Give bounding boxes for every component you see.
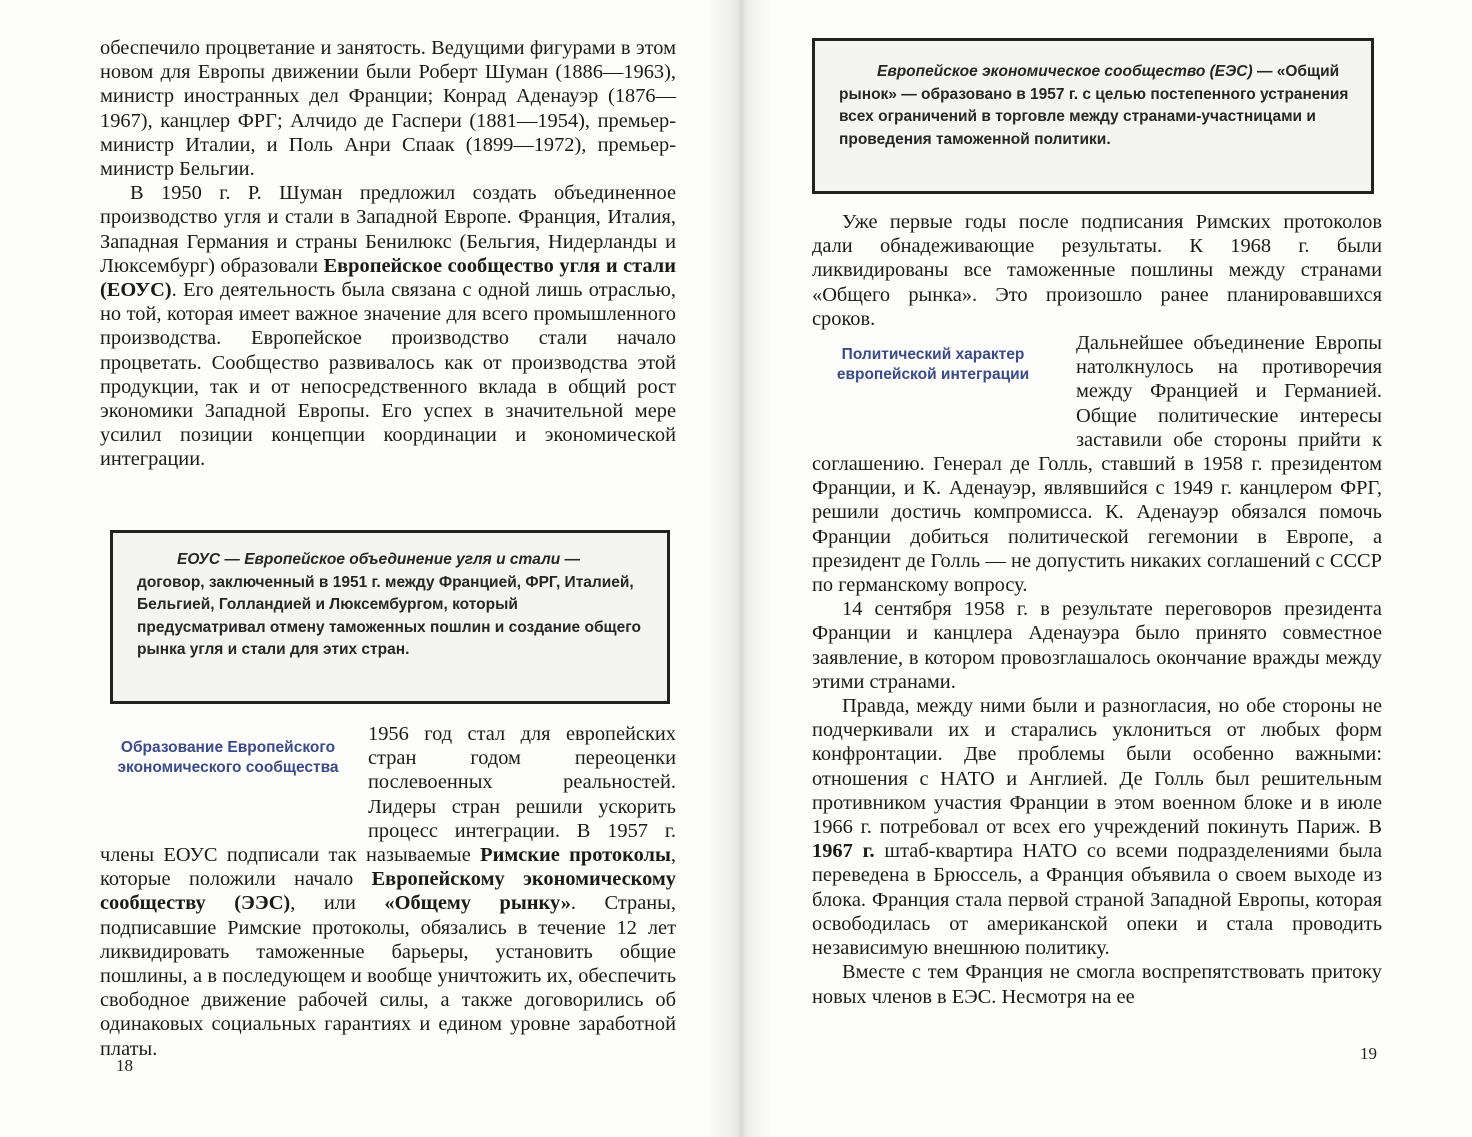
ecsc-definition-box: ЕОУС — Европейское объединение угля и стали — договор, заключенный в 1951 г. между Францией, ФРГ, Италией, Бельгией, Голландией и Люксембургом, который предусматривал отмену таможенных пошлин и создание общего рынка угля и стали для этих стран. bbox=[110, 530, 670, 704]
political-sidehead-wrap bbox=[812, 331, 1076, 439]
term-ecsc: Европейское сообщество угля и стали (ЕОУС) bbox=[100, 254, 676, 302]
term-eec: Европейскому экономическому сообществу (ЭЭС) bbox=[100, 868, 676, 915]
eec-formation-sidehead-wrap bbox=[100, 722, 368, 834]
term-rome-treaties: Римские протоколы bbox=[480, 844, 671, 867]
book-gutter bbox=[708, 0, 772, 1137]
right-paragraph-5: Вместе с тем Франция не смогла воспрепятствовать притоку новых членов в ЕЭС. Несмотря на ее bbox=[812, 961, 1382, 1008]
left-page bbox=[100, 0, 676, 1137]
term-common-market: «Общему рынку» bbox=[384, 892, 571, 915]
eec-formation-sidehead: Образование Европейского экономического сообщества bbox=[117, 739, 339, 776]
right-page bbox=[812, 0, 1382, 1137]
eec-definition-box: Европейское экономическое сообщество (ЕЭС) — «Общий рынок» — образовано в 1957 г. с целью постепенного устранения всех ограничений в торговле между странами-участницами и проведения таможенной политики. bbox=[812, 38, 1374, 194]
right-paragraph-4: Правда, между ними были и разногласия, но обе стороны не подчеркивали их и старались уклониться от любых форм конфронтации. Две проблемы были особенно важными: отношения с НАТО и Англией. Де Голль был решительным противником участия Франции в этом военном блоке и в июле 1966 г. потребовал от всех его учреждений покинуть Париж. В 1967 г. штаб-квартира НАТО со всеми подразделениями была переведена в Брюссель, а Франция объявила о своем выходе из блока. Франция стала первой страной Западной Европы, которая освободилась от американской опеки и стала проводить независимую внешнюю политику. bbox=[812, 695, 1382, 960]
left-paragraph-2: В 1950 г. Р. Шуман предложил создать объединенное производство угля и стали в Западной Европе. Франция, Италия, Западная Германия и страны Бенилюкс (Бельгия, Нидерланды и Люксембург) образовали Европейское сообщество угля и стали (ЕОУС). Его деятельность была связана с одной лишь отраслью, но той, которая имеет важное значение для всего промышленного производства. Европейское производство стали начало процветать. Сообщество развивалось как от производства этой продукции, так и от непосредственного вклада в общий рост экономики Западной Европы. Его успех в значительной мере усилил позиции концепции координации и экономической интеграции. bbox=[100, 182, 676, 471]
term-1967: 1967 г. bbox=[812, 840, 875, 863]
right-paragraph-2: Дальнейшее объединение Европы натолкнулось на противоречия между Францией и Германией. Общие политические интересы заставили обе стороны прийти к соглашению. Генерал де Голль, ставший в 1958 г. президентом Франции, и К. Аденауэр, являвшийся с 1949 г. канцлером ФРГ, решили достичь компромисса. К. Аденауэр обязался помочь Франции добиться политической гегемонии в Европе, а президент де Голль — не допустить никаких соглашений с СССР по германскому вопросу. bbox=[812, 332, 1382, 597]
left-paragraph-1: обеспечило процветание и занятость. Ведущими фигурами в этом новом для Европы движении были Роберт Шуман (1886—1963), министр иностранных дел Франции; Конрад Аденауэр (1876—1967), канцлер ФРГ; Алчидо де Гаспери (1881—1954), премьер-министр Италии, и Поль Анри Спаак (1899—1972), премьер-министр Бельгии. bbox=[100, 37, 676, 181]
left-bottom-text bbox=[100, 722, 676, 1061]
political-integration-sidehead: Политический характер европейской интеграции bbox=[836, 346, 1030, 384]
right-text bbox=[812, 210, 1382, 1009]
right-paragraph-3: 14 сентября 1958 г. в результате переговоров президента Франции и канцлера Аденауэра было принято совместное заявление, в котором провозглашалось окончание вражды между этими странами. bbox=[812, 598, 1382, 693]
left-paragraph-3: 1956 год стал для европейских стран годом переоценки послевоенных реальностей. Лидеры стран решили ускорить процесс интеграции. В 1957 г. члены ЕОУС подписали так называемые Римские протоколы, которые положили начало Европейскому экономическому сообществу (ЭЭС), или «Общему рынку». Страны, подписавшие Римские протоколы, обязались в течение 12 лет ликвидировать таможенные барьеры, установить общие пошлины, а в последующем и вообще уничтожить их, обеспечить свободное движение рабочей силы, а также договорились об одинаковых социальных гарантиях и едином уровне заработной платы. bbox=[100, 723, 677, 1060]
page-number-right: 19 bbox=[1360, 1044, 1377, 1063]
left-top-text bbox=[100, 36, 676, 472]
right-paragraph-1: Уже первые годы после подписания Римских протоколов дали обнадеживающие результаты. К 1968 г. были ликвидированы все таможенные пошлины между странами «Общего рынка». Это произошло ранее планировавшихся сроков. bbox=[812, 211, 1382, 330]
page-number-left: 18 bbox=[116, 1056, 133, 1075]
